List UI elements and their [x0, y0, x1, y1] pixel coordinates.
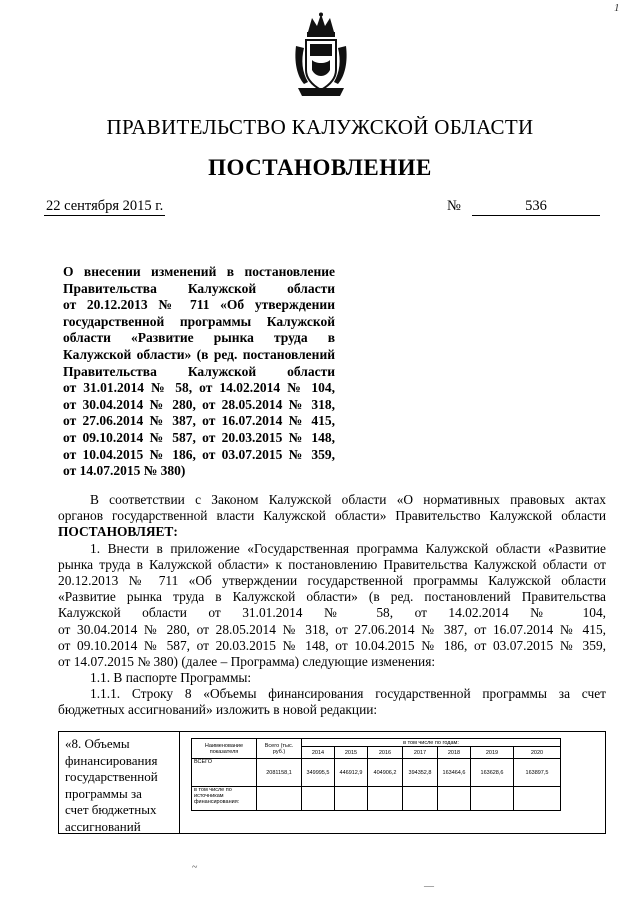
header-year: 2017 [403, 747, 438, 759]
resolves-heading: ПОСТАНОВЛЯЕТ: [58, 524, 178, 540]
subject-line: от 31.01.2014 № 58, от 14.02.2014 № 104, [63, 380, 335, 396]
body-line: «Развитие рынка труда в Калужской области» (в ред. постановлений Правительства [58, 589, 606, 605]
header-year: 2016 [368, 747, 403, 759]
empty-cell [471, 787, 514, 811]
row-total-value: 394352,8 [403, 759, 438, 787]
coat-of-arms-emblem [292, 12, 350, 100]
row-total-value: 404906,2 [368, 759, 403, 787]
document-type-title: ПОСТАНОВЛЕНИЕ [208, 155, 432, 180]
subject-line: от 30.04.2014 № 280, от 28.05.2014 № 318, [63, 396, 335, 412]
row-total-value: 163628,6 [471, 759, 514, 787]
decree-subject [63, 264, 335, 480]
government-name: ПРАВИТЕЛЬСТВО КАЛУЖСКОЙ ОБЛАСТИ [106, 115, 534, 139]
row-total-value: 349995,5 [302, 759, 335, 787]
passport-divider [179, 732, 180, 833]
subject-line: от 14.07.2015 № 380) [63, 463, 186, 479]
row-total-value: 163897,5 [514, 759, 561, 787]
page-number: 1 [614, 2, 620, 14]
decree-body [58, 492, 606, 719]
subject-line: области «Развитие рынка труда в [63, 330, 335, 346]
body-line: бюджетных ассигнований» изложить в новой редакции: [58, 702, 378, 718]
subject-line: государственной программы Калужской [63, 313, 335, 329]
row-total-value: 446912,9 [335, 759, 368, 787]
table-row [192, 759, 561, 787]
scan-mark: ~ [192, 862, 198, 873]
header-year: 2020 [514, 747, 561, 759]
empty-cell [368, 787, 403, 811]
header-years-group: в том числе по годам: [302, 739, 561, 747]
row-total-value: 163464,6 [438, 759, 471, 787]
body-line: рынка труда в Калужской области» к постановлению Правительства Калужской области от [58, 556, 606, 572]
empty-cell [335, 787, 368, 811]
body-line: 1. Внести в приложение «Государственная программа Калужской области «Развитие [90, 540, 606, 556]
body-line: В соответствии с Законом Калужской области «О нормативных правовых актах [90, 492, 606, 507]
header-year: 2014 [302, 747, 335, 759]
subject-line: от 09.10.2014 № 587, от 20.03.2015 № 148, [63, 429, 335, 445]
body-line: 1.1.1. Строку 8 «Объемы финансирования государственной программы за счет [90, 686, 606, 702]
passport-label-line: финансирования [65, 752, 158, 768]
header-year: 2018 [438, 747, 471, 759]
subject-line: Калужской области» (в ред. постановлений [63, 346, 335, 362]
decree-date: 22 сентября 2015 г. [46, 198, 164, 214]
scan-mark: — [424, 881, 434, 892]
row-sources-label: в том числе по источникам финансирования: [192, 787, 257, 811]
row-total-sum: 2081158,1 [257, 759, 302, 787]
subject-line: Правительства Калужской области [63, 280, 335, 296]
passport-label-line: государственной [65, 769, 158, 784]
header-indicator: Наименование показателя [192, 739, 257, 759]
empty-cell [403, 787, 438, 811]
table-row [192, 787, 561, 811]
passport-label-line: программы за [65, 785, 142, 801]
number-sign: № [447, 198, 461, 214]
body-line: 1.1. В паспорте Программы: [90, 670, 252, 686]
subject-line: от 10.04.2015 № 186, от 03.07.2015 № 359, [63, 446, 335, 462]
body-line: от 14.07.2015 № 380) (далее – Программа) следующие изменения: [58, 653, 436, 669]
passport-label-line: счет бюджетных [65, 802, 157, 817]
subject-line: от 20.12.2013 № 711 «Об утверждении [63, 297, 335, 313]
empty-cell [514, 787, 561, 811]
body-line: от 09.10.2014 № 587, от 20.03.2015 № 148, от 10.04.2015 № 186, от 03.07.2015 № 359, [58, 637, 606, 653]
header-total: Всего (тыс. руб.) [257, 739, 302, 759]
subject-line: О внесении изменений в постановление [63, 264, 335, 279]
decree-number: 536 [472, 198, 600, 216]
empty-cell [302, 787, 335, 811]
passport-row-label [65, 736, 173, 835]
row-total-label: ВСЕГО [192, 759, 257, 787]
subject-line: от 27.06.2014 № 387, от 16.07.2014 № 415, [63, 413, 335, 429]
body-line: органов государственной власти Калужской области» Правительство Калужской области [58, 508, 606, 524]
financing-table [191, 738, 561, 811]
passport-label-line: «8. Объемы [65, 736, 130, 751]
header-year: 2019 [471, 747, 514, 759]
body-line: от 30.04.2014 № 280, от 28.05.2014 № 318, от 27.06.2014 № 387, от 16.07.2014 № 415, [58, 621, 606, 637]
empty-cell [257, 787, 302, 811]
body-line: Калужской области от 31.01.2014 № 58, от 14.02.2014 № 104, [58, 605, 606, 621]
empty-cell [438, 787, 471, 811]
passport-label-line: ассигнований [65, 818, 141, 834]
body-line: 20.12.2013 № 711 «Об утверждении государственной программы Калужской области [58, 572, 606, 588]
subject-line: Правительства Калужской области [63, 363, 335, 379]
header-year: 2015 [335, 747, 368, 759]
